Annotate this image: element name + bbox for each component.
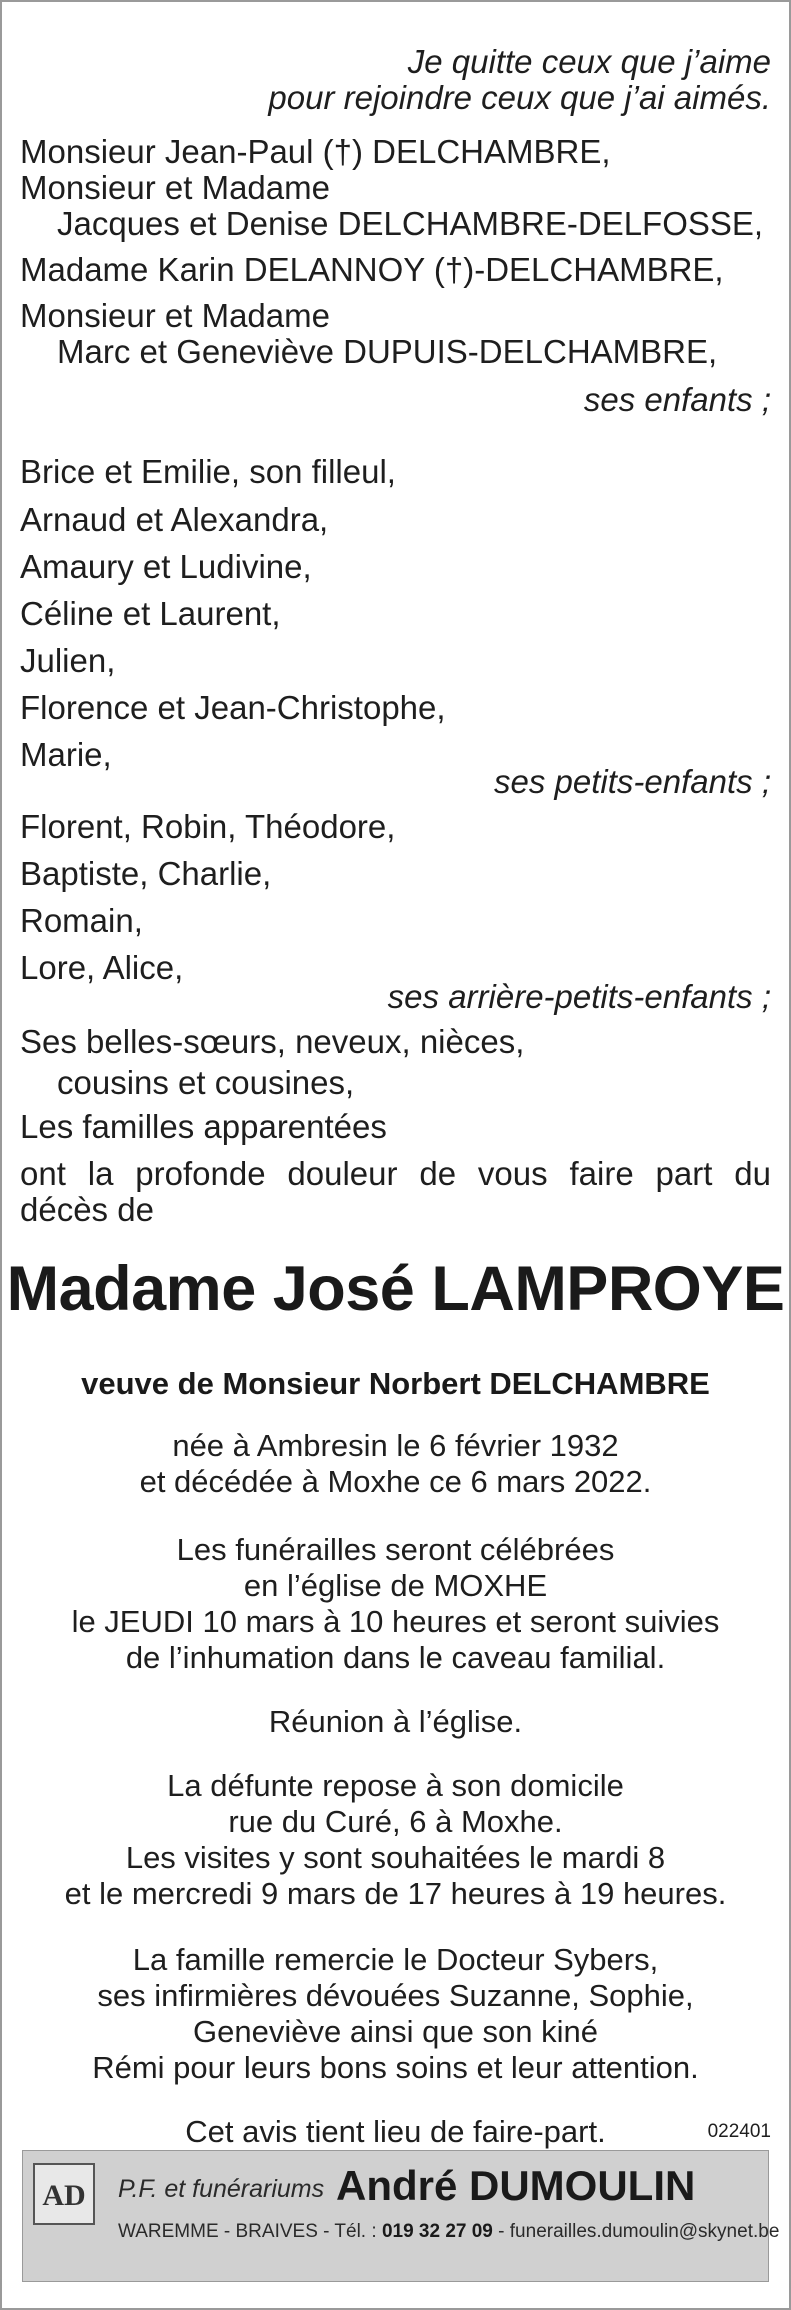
epigraph-line-2: pour rejoindre ceux que j’ai aimés.: [268, 79, 771, 116]
visits-line-4: et le mercredi 9 mars de 17 heures à 19 heures.: [64, 1876, 727, 1911]
footer-locations: WAREMME - BRAIVES - Tél. :: [118, 2221, 377, 2242]
grandchildren-line-7: Marie,: [20, 736, 112, 773]
great-grandchildren-line-2: Baptiste, Charlie,: [20, 855, 272, 892]
funeral-home-name: André DUMOULIN: [336, 2162, 696, 2209]
children-label: ses enfants ;: [583, 381, 771, 418]
children-line-1: Monsieur Jean-Paul (†) DELCHAMBRE,: [20, 133, 611, 170]
funeral-line-2: en l’église de MOXHE: [243, 1568, 548, 1603]
children-line-5: Monsieur et Madame: [20, 297, 330, 334]
visits-line-2: rue du Curé, 6 à Moxhe.: [228, 1804, 563, 1839]
announcement-line-1: ont la profonde douleur de vous faire part du: [20, 1155, 771, 1192]
widow-of: veuve de Monsieur Norbert DELCHAMBRE: [81, 1366, 710, 1401]
logo-letters: AD: [42, 2179, 86, 2212]
footer-phone[interactable]: 019 32 27 09: [381, 2221, 493, 2242]
thanks-line-4: Rémi pour leurs bons soins et leur attention.: [92, 2050, 699, 2085]
children-line-4: Madame Karin DELANNOY (†)-DELCHAMBRE,: [20, 251, 724, 288]
children-line-6: Marc et Geneviève DUPUIS-DELCHAMBRE,: [57, 333, 718, 370]
funeral-home-logo: [33, 2163, 95, 2225]
visits-line-1: La défunte repose à son domicile: [167, 1768, 624, 1803]
footer-separator: -: [492, 2221, 510, 2242]
funeral-home-tagline: P.F. et funérariums: [118, 2175, 325, 2203]
reference-number: 022401: [707, 2121, 771, 2142]
grandchildren-line-5: Julien,: [20, 642, 116, 679]
great-grandchildren-label: ses arrière-petits-enfants ;: [387, 978, 771, 1015]
grandchildren-line-3: Amaury et Ludivine,: [20, 548, 312, 585]
great-grandchildren-line-4: Lore, Alice,: [20, 949, 184, 986]
relatives-line-3: Les familles apparentées: [20, 1108, 387, 1145]
great-grandchildren-line-1: Florent, Robin, Théodore,: [20, 808, 396, 845]
funeral-home-contact: [118, 2217, 779, 2247]
funeral-line-1: Les funérailles seront célébrées: [176, 1532, 615, 1567]
grandchildren-line-6: Florence et Jean-Christophe,: [20, 689, 446, 726]
meeting-note: Réunion à l’église.: [268, 1704, 523, 1739]
funeral-home-banner: [22, 2150, 780, 2282]
thanks-line-3: Geneviève ainsi que son kiné: [193, 2014, 598, 2049]
thanks-line-1: La famille remercie le Docteur Sybers,: [132, 1942, 659, 1977]
great-grandchildren-line-3: Romain,: [20, 902, 143, 939]
relatives-line-2: cousins et cousines,: [57, 1064, 355, 1101]
birth-line: née à Ambresin le 6 février 1932: [172, 1428, 619, 1463]
funeral-line-4: de l’inhumation dans le caveau familial.: [125, 1640, 666, 1675]
relatives-line-1: Ses belles-sœurs, neveux, nièces,: [20, 1023, 525, 1060]
epigraph-line-1: Je quitte ceux que j’aime: [407, 43, 771, 80]
children-line-2: Monsieur et Madame: [20, 169, 330, 206]
grandchildren-line-2: Arnaud et Alexandra,: [20, 501, 329, 538]
grandchildren-line-4: Céline et Laurent,: [20, 595, 281, 632]
visits-line-3: Les visites y sont souhaitées le mardi 8: [125, 1840, 666, 1875]
funeral-line-3: le JEUDI 10 mars à 10 heures et seront suivies: [71, 1604, 720, 1639]
grandchildren-line-1: Brice et Emilie, son filleul,: [20, 453, 396, 490]
closing-note: Cet avis tient lieu de faire-part.: [185, 2114, 606, 2149]
grandchildren-label: ses petits-enfants ;: [494, 763, 771, 800]
footer-email[interactable]: funerailles.dumoulin@skynet.be: [509, 2221, 780, 2242]
deceased-name: Madame José LAMPROYE: [6, 1254, 785, 1324]
children-line-3: Jacques et Denise DELCHAMBRE-DELFOSSE,: [57, 205, 764, 242]
announcement-line-2: décès de: [20, 1191, 154, 1228]
thanks-line-2: ses infirmières dévouées Suzanne, Sophie,: [97, 1978, 694, 2013]
death-line: et décédée à Moxhe ce 6 mars 2022.: [139, 1464, 652, 1499]
